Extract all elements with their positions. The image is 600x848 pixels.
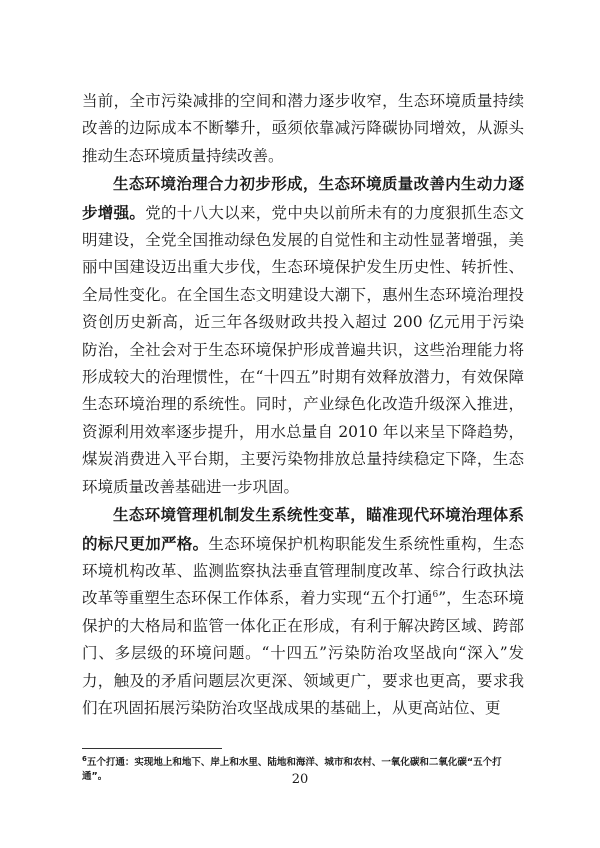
paragraph-2	[82, 170, 524, 501]
paragraph-3-lead: 生态环境管理机制发生系统性变革，瞄准现代环境治理体系的标尺更加严格。	[82, 505, 524, 553]
page-number: 20	[291, 772, 309, 787]
paragraph-3	[82, 501, 524, 722]
footnote-reference[interactable]: 6	[432, 590, 439, 601]
footnote-marker: 6	[82, 755, 87, 763]
body-text	[82, 88, 524, 722]
paragraph-1-text: 当前，全市污染减排的空间和潜力逐步收窄，生态环境质量持续改善的边际成本不断攀升，亟须依靠减污降碳协同增效，从源头推动生态环境质量持续改善。	[82, 92, 524, 165]
paragraph-3-text-before-ref: 生态环境保护机构职能发生系统性重构，生态环境机构改革、监测监察执法垂直管理制度改革、综合行政执法改革等重塑生态环保工作体系，着力实现“五个打通	[82, 534, 524, 608]
paragraph-1	[82, 88, 524, 170]
footnote-text: 五个打通：实现地上和地下、岸上和水里、陆地和海洋、城市和农村、一氧化碳和二氧化碳“五个打通”。	[82, 757, 502, 783]
paragraph-2-lead: 生态环境治理合力初步形成，生态环境质量改善内生动力逐步增强。	[82, 174, 524, 222]
paragraph-2-text: 党的十八大以来，党中央以前所未有的力度狠抓生态文明建设，全党全国推动绿色发展的自觉性和主动性显著增强，美丽中国建设迈出重大步伐，生态环境保护发生历史性、转折性、全局性变化。在全国生态文明建设大潮下，惠州生态环境治理投资创历史新高，近三年各级财政共投入超过 200 亿元用于污染防治，全社会对于生态环境保护形成普遍共识，这些治理能力将形成较大的治理惯性，在“十四五”时期有效释放潜力，有效保障生态环境治理的系统性。同时，产业绿色化改造升级深入推进，资源利用效率逐步提升，用水总量自 2010 年以来呈下降趋势，煤炭消费进入平台期，主要污染物排放总量持续稳定下降，生态环境质量改善基础进一步巩固。	[82, 203, 524, 496]
footnote-divider	[82, 748, 222, 749]
paragraph-3-text-after-ref: ”，生态环境保护的大格局和监管一体化正在形成，有利于解决跨区域、跨部门、多层级的环境问题。“十四五”污染防治攻坚战向“深入”发力，触及的矛盾问题层次更深、领域更广，要求也更高，要求我们在巩固拓展污染防治攻坚战成果的基础上，从更高站位、更	[82, 589, 524, 717]
